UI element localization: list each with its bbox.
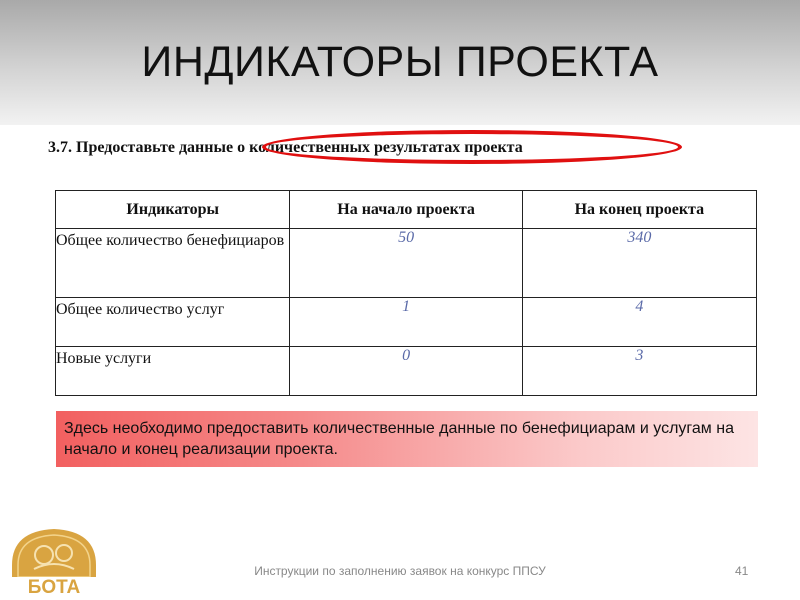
slide-title: ИНДИКАТОРЫ ПРОЕКТА — [141, 38, 659, 86]
table-row — [56, 229, 757, 298]
end-value-cell: 3 — [522, 347, 756, 396]
table-row — [56, 347, 757, 396]
start-value-cell: 1 — [290, 298, 522, 347]
indicator-cell: Новые услуги — [56, 347, 290, 396]
page-number: 41 — [735, 564, 749, 578]
svg-text:БОТА: БОТА — [27, 577, 81, 597]
column-header-start: На начало проекта — [290, 191, 522, 229]
end-value-cell: 340 — [522, 229, 756, 298]
table-header-row — [56, 191, 757, 229]
column-header-indicators: Индикаторы — [56, 191, 290, 229]
highlight-ellipse — [262, 130, 682, 164]
start-value-cell: 50 — [290, 229, 522, 298]
start-value-cell: 0 — [290, 347, 522, 396]
indicator-cell: Общее количество бенефициаров — [56, 229, 290, 298]
indicator-cell: Общее количество услуг — [56, 298, 290, 347]
question-text: 3.7. Предоставьте данные о количественных результатах проекта — [48, 139, 523, 156]
table-row — [56, 298, 757, 347]
end-value-cell: 4 — [522, 298, 756, 347]
footer-text: Инструкции по заполнению заявок на конкурс ППСУ — [254, 564, 546, 578]
column-header-end: На конец проекта — [522, 191, 756, 229]
slide-header — [0, 0, 800, 125]
indicators-table — [55, 190, 757, 396]
bota-logo — [8, 525, 100, 597]
instruction-note: Здесь необходимо предоставить количественные данные по бенефициарам и услугам на начало и конец реализации проекта. — [56, 411, 758, 467]
